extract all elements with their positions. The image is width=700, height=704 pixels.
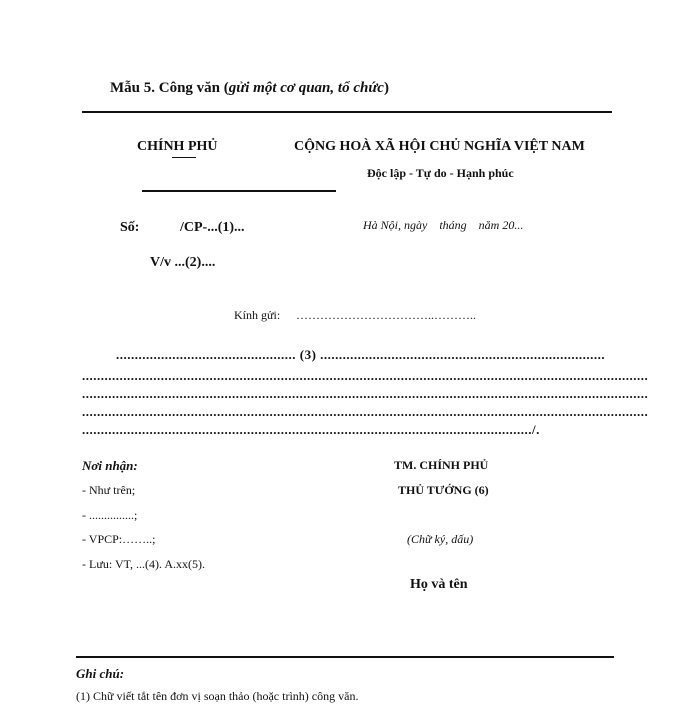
form-title-italic: gửi một cơ quan, tổ chức [228, 80, 384, 96]
ref-subject: V/v ...(2).... [150, 255, 216, 270]
body-line-5: ......................................................................................................................../. [82, 422, 540, 437]
addressee-dots: ……………………………..……….. [296, 308, 476, 322]
issuer-underline [172, 157, 196, 158]
nation-motto: Độc lập - Tự do - Hạnh phúc [367, 166, 514, 180]
form-title-close: ) [383, 80, 389, 96]
body-line-1: ................................................ (3) ............................................................................ [116, 347, 606, 362]
top-divider [82, 111, 612, 113]
recipient-item: - VPCP:……..; [82, 532, 156, 546]
ref-number-label: Số: [120, 220, 140, 235]
form-title [110, 80, 389, 97]
body-line-4: ....................................................................................................................................................... [82, 404, 649, 419]
issuer-name: CHÍNH PHỦ [137, 139, 218, 154]
recipient-item: - ...............; [82, 508, 138, 522]
notes-line-1: (1) Chữ viết tắt tên đơn vị soạn thảo (hoặc trình) công văn. [76, 689, 359, 703]
signature-note: (Chữ ký, dấu) [407, 532, 474, 546]
body-line-3: ....................................................................................................................................................... [82, 386, 649, 401]
recipients-title: Nơi nhận: [82, 458, 138, 473]
notes-title: Ghi chú: [76, 666, 125, 681]
addressee-label: Kính gửi: [234, 308, 281, 322]
body-line-2: ....................................................................................................................................................... [82, 368, 649, 383]
signer-name: Họ và tên [410, 577, 468, 592]
notes-divider [76, 656, 614, 658]
ref-number-value: /CP-...(1)... [180, 220, 245, 235]
nation-name: CỘNG HOÀ XÃ HỘI CHỦ NGHĨA VIỆT NAM [294, 139, 585, 154]
recipient-item: - Như trên; [82, 483, 136, 497]
signature-on-behalf: TM. CHÍNH PHỦ [394, 458, 489, 472]
signature-position: THỦ TƯỚNG (6) [398, 483, 489, 497]
recipient-item: - Lưu: VT, ...(4). A.xx(5). [82, 557, 206, 571]
place-date: Hà Nội, ngày tháng năm 20... [363, 218, 524, 232]
issuer-separator [142, 190, 336, 192]
form-title-plain: Mẫu 5. Công văn ( [110, 80, 229, 96]
